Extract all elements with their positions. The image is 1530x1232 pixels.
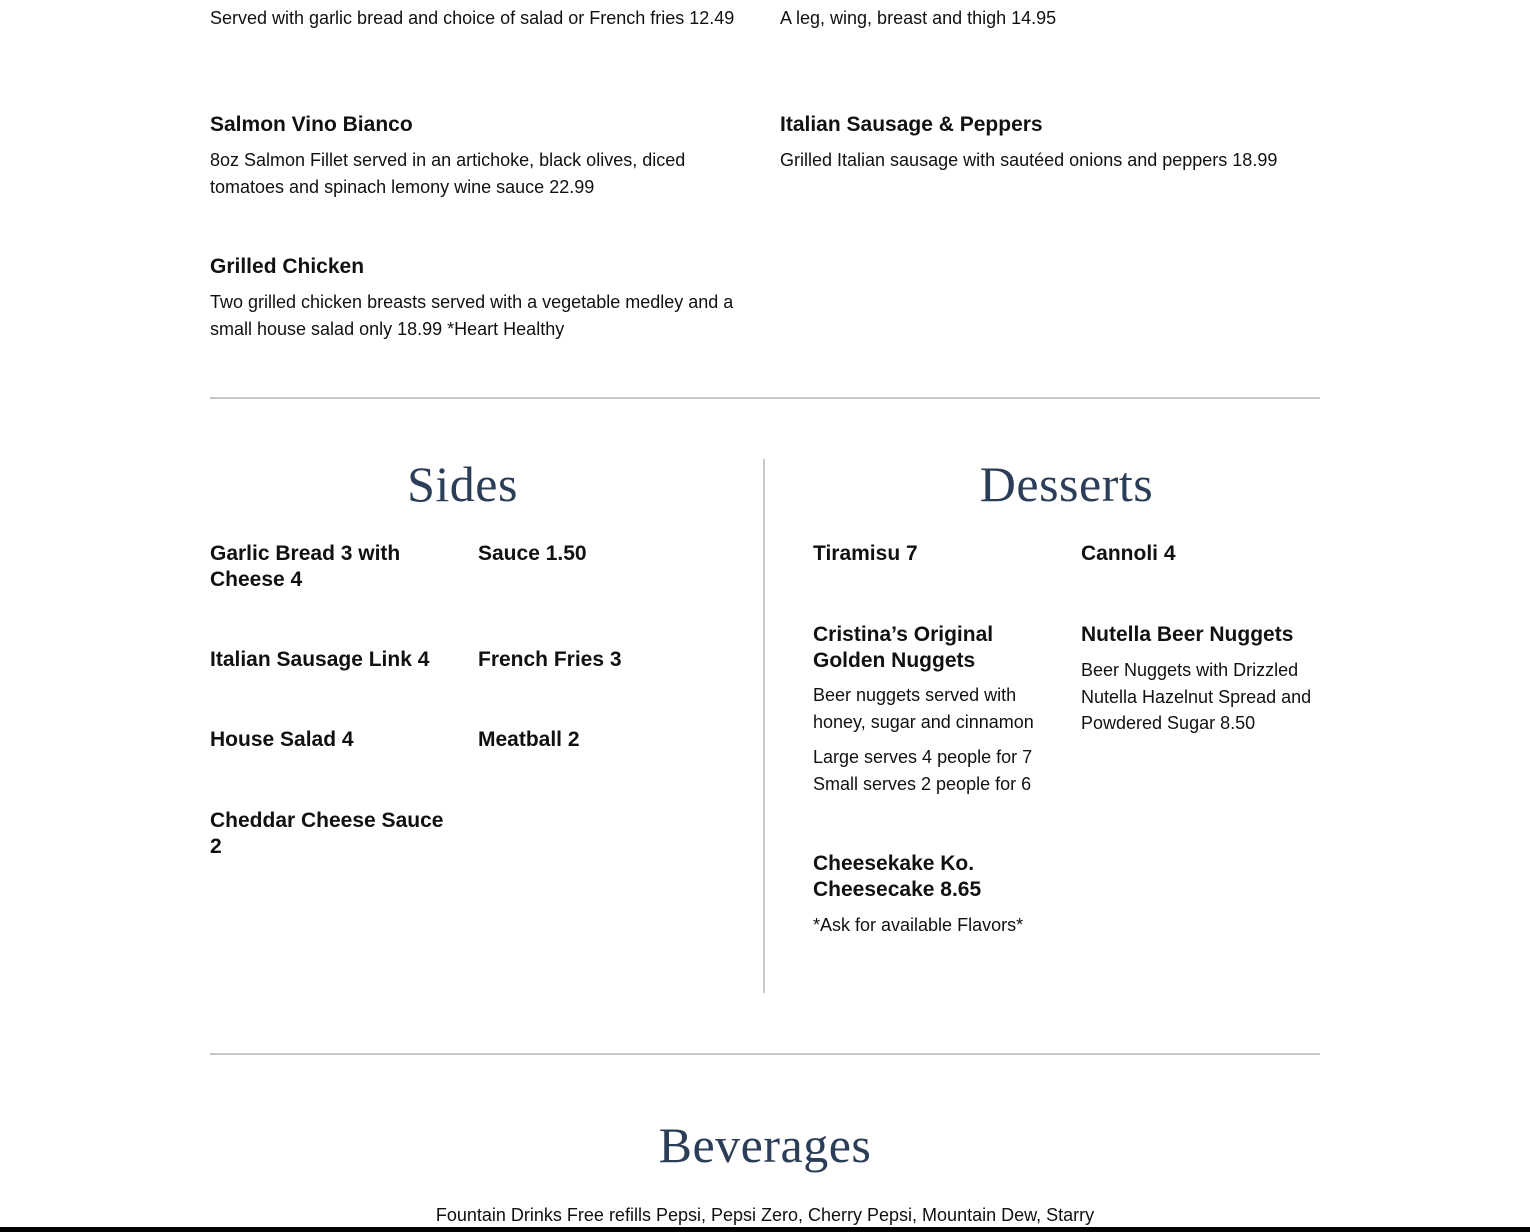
beverages-description: Fountain Drinks Free refills Pepsi, Pepsi Zero, Cherry Pepsi, Mountain Dew, Starry [435, 1205, 1095, 1225]
entree-description: Served with garlic bread and choice of salad or French fries 12.49 [210, 8, 735, 28]
side-item: Garlic Bread 3 with Cheese 4 [210, 542, 401, 591]
side-item: Cheddar Cheese Sauce 2 [210, 809, 444, 858]
dessert-title-nuggets: Cristina’s Original Golden Nuggets [813, 623, 994, 672]
side-item: Meatball 2 [478, 728, 580, 751]
entree-description-chicken: Two grilled chicken breasts served with a vegetable medley and a small house salad only 18.99 *Heart Healthy [210, 292, 734, 339]
section-divider [210, 397, 1320, 399]
entree-title-salmon: Salmon Vino Bianco [210, 113, 413, 136]
side-item: French Fries 3 [478, 648, 622, 671]
side-item: Sauce 1.50 [478, 542, 587, 565]
entree-description-salmon: 8oz Salmon Fillet served in an artichoke, black olives, diced tomatoes and spinach lemony wine sauce 22.99 [210, 150, 686, 197]
bottom-edge-bar [0, 1227, 1530, 1232]
dessert-description-nuggets: Beer nuggets served with honey, sugar and cinnamon [813, 685, 1034, 732]
entree-title-chicken: Grilled Chicken [210, 255, 365, 278]
side-item: House Salad 4 [210, 728, 354, 751]
dessert-title-tiramisu: Tiramisu 7 [813, 542, 918, 565]
dessert-description-nutella: Beer Nuggets with Drizzled Nutella Hazelnut Spread and Powdered Sugar 8.50 [1081, 660, 1312, 733]
entree-description-sausage: Grilled Italian sausage with sautéed onions and peppers 18.99 [780, 150, 1278, 170]
column-divider [763, 459, 765, 993]
section-divider [210, 1053, 1320, 1055]
entree-title-sausage: Italian Sausage & Peppers [780, 113, 1043, 136]
sides-heading: Sides [407, 456, 518, 512]
entree-description: A leg, wing, breast and thigh 14.95 [780, 8, 1057, 28]
side-item: Italian Sausage Link 4 [210, 648, 430, 671]
dessert-title-cheesecake: Cheesekake Ko. Cheesecake 8.65 [813, 852, 982, 901]
dessert-title-nutella: Nutella Beer Nuggets [1081, 623, 1294, 646]
beverages-heading: Beverages [658, 1117, 872, 1173]
dessert-sizes-nuggets: Large serves 4 people for 7 Small serves 2 people for 6 [813, 747, 1033, 794]
dessert-description-cheesecake: *Ask for available Flavors* [813, 915, 1024, 935]
dessert-title-cannoli: Cannoli 4 [1081, 542, 1176, 565]
desserts-heading: Desserts [979, 456, 1154, 512]
